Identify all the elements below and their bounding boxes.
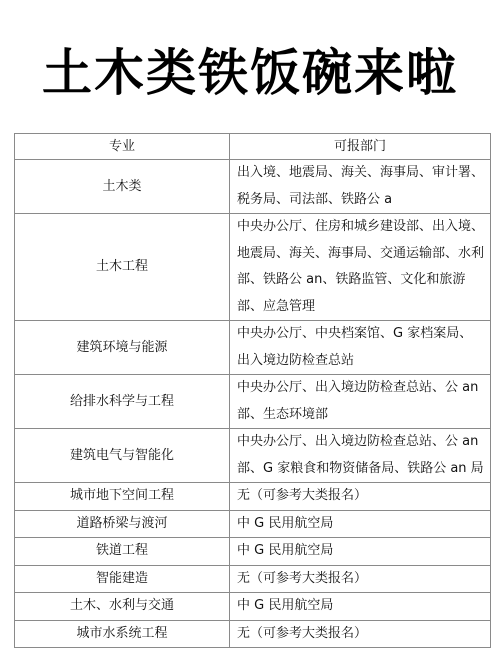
major-cell: 城市水系统工程: [15, 620, 230, 648]
departments-cell: 无（可参考大类报名）: [230, 483, 491, 511]
departments-cell: 中央办公厅、出入境边防检查总站、公 an 部、生态环境部: [230, 375, 491, 429]
major-cell: 给排水科学与工程: [15, 375, 230, 429]
header-major: 专业: [15, 134, 230, 160]
header-departments: 可报部门: [230, 134, 491, 160]
departments-cell: 无（可参考大类报名）: [230, 565, 491, 593]
major-cell: 土木工程: [15, 214, 230, 321]
major-cell: 道路桥梁与渡河: [15, 510, 230, 538]
table-row: [15, 565, 491, 593]
table-row: [15, 510, 491, 538]
departments-cell: 中 G 民用航空局: [230, 593, 491, 621]
table-row: [15, 538, 491, 566]
majors-table: [14, 133, 491, 648]
departments-cell: 中央办公厅、出入境边防检查总站、公 an 部、G 家粮食和物资储备局、铁路公 an 局: [230, 429, 491, 483]
table-header-row: [15, 134, 491, 160]
table-row: [15, 375, 491, 429]
table-row: [15, 160, 491, 214]
table-row: [15, 429, 491, 483]
table-row: [15, 620, 491, 648]
major-cell: 土木类: [15, 160, 230, 214]
page-title: 土木类铁饭碗来啦: [42, 44, 458, 102]
major-cell: 建筑环境与能源: [15, 321, 230, 375]
major-cell: 智能建造: [15, 565, 230, 593]
major-cell: 铁道工程: [15, 538, 230, 566]
departments-cell: 出入境、地震局、海关、海事局、审计署、税务局、司法部、铁路公 a: [230, 160, 491, 214]
major-cell: 建筑电气与智能化: [15, 429, 230, 483]
departments-cell: 无（可参考大类报名）: [230, 620, 491, 648]
major-cell: 城市地下空间工程: [15, 483, 230, 511]
table-row: [15, 593, 491, 621]
departments-cell: 中央办公厅、中央档案馆、G 家档案局、出入境边防检查总站: [230, 321, 491, 375]
departments-cell: 中 G 民用航空局: [230, 510, 491, 538]
departments-cell: 中 G 民用航空局: [230, 538, 491, 566]
major-cell: 土木、水利与交通: [15, 593, 230, 621]
table-row: [15, 214, 491, 321]
table-row: [15, 321, 491, 375]
table-row: [15, 483, 491, 511]
departments-cell: 中央办公厅、住房和城乡建设部、出入境、地震局、海关、海事局、交通运输部、水利部、铁路公 an、铁路监管、文化和旅游部、应急管理: [230, 214, 491, 321]
